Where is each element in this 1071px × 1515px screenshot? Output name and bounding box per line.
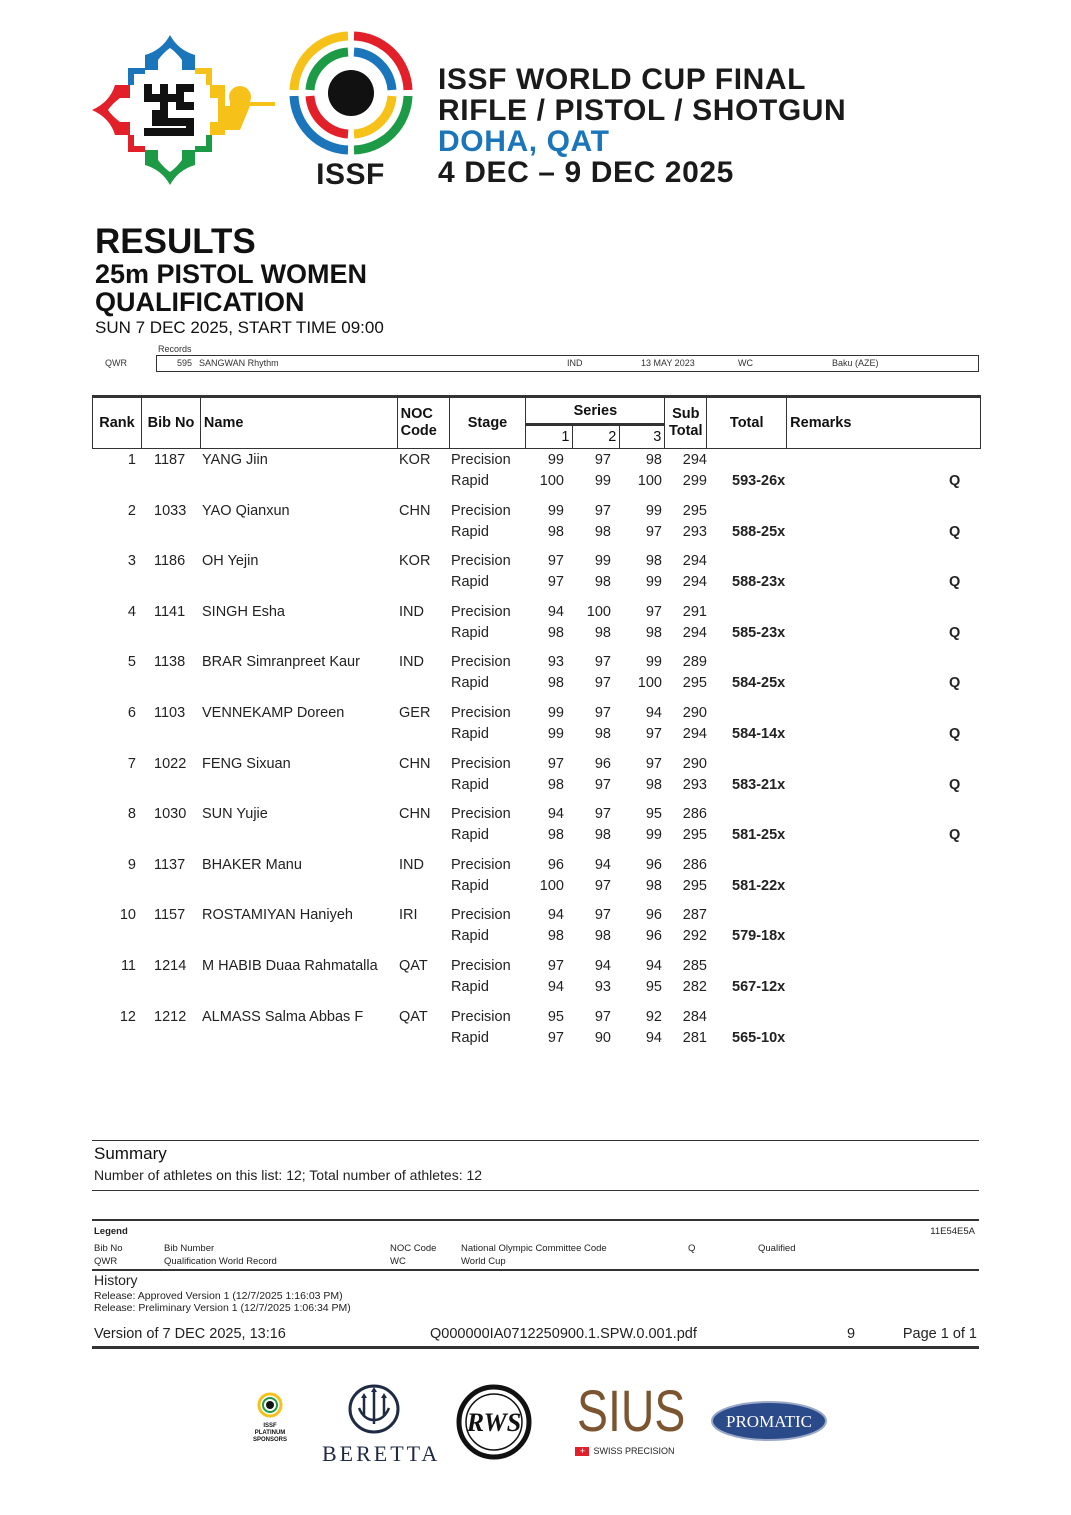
stage-rapid-label: Rapid — [451, 725, 489, 742]
beretta-text: BERETTA — [322, 1441, 441, 1466]
event-title-line2: RIFLE / PISTOL / SHOTGUN — [438, 94, 847, 127]
rapid-series-3: 97 — [645, 725, 662, 742]
table-row — [92, 1007, 981, 1058]
stage-precision-label: Precision — [451, 957, 511, 974]
precision-series-3: 94 — [645, 704, 662, 721]
rapid-series-1: 97 — [547, 1029, 564, 1046]
athlete-noc: CHN — [399, 502, 431, 519]
promatic-text: PROMATIC — [726, 1412, 812, 1431]
legend-abbr: WC — [390, 1256, 406, 1267]
sius-logo — [565, 1379, 686, 1468]
precision-subtotal: 291 — [682, 603, 707, 620]
legend-abbr: QWR — [94, 1256, 118, 1267]
athlete-bib: 1103 — [154, 704, 186, 721]
rapid-series-2: 98 — [594, 725, 611, 742]
rapid-subtotal: 294 — [682, 725, 707, 742]
summary-section — [92, 1140, 979, 1183]
precision-series-1: 99 — [547, 452, 564, 468]
athlete-name: YAO Qianxun — [202, 502, 290, 519]
stage-precision-label: Precision — [451, 856, 511, 873]
summary-text: Number of athletes on this list: 12; Total number of athletes: 12 — [94, 1167, 483, 1183]
sius-tagline-text: SWISS PRECISION — [593, 1446, 675, 1456]
legend-abbr: NOC Code — [390, 1243, 437, 1254]
athlete-bib: 1157 — [154, 907, 186, 924]
rapid-subtotal: 295 — [682, 877, 707, 894]
promatic-badge-icon — [710, 1400, 828, 1442]
athlete-bib: 1022 — [154, 755, 187, 772]
athlete-name: SINGH Esha — [202, 603, 285, 620]
athlete-name: FENG Sixuan — [202, 755, 291, 772]
record-type: QWR — [105, 358, 127, 368]
legend-desc: Qualification World Record — [164, 1256, 277, 1267]
athlete-noc: KOR — [399, 452, 431, 468]
precision-subtotal: 286 — [682, 856, 707, 873]
athlete-bib: 1212 — [154, 1008, 187, 1025]
rapid-series-3: 100 — [637, 675, 662, 692]
table-row — [92, 450, 981, 501]
precision-subtotal: 294 — [682, 452, 707, 468]
stage-rapid-label: Rapid — [451, 624, 489, 641]
table-row — [92, 501, 981, 552]
precision-series-3: 99 — [645, 654, 662, 671]
record-place: Baku (AZE) — [832, 358, 879, 368]
rapid-subtotal: 293 — [682, 523, 707, 540]
athlete-total: 593-26x — [732, 473, 786, 489]
precision-series-2: 97 — [594, 1008, 611, 1025]
rapid-subtotal: 282 — [682, 978, 707, 995]
legend-abbr: Q — [688, 1243, 696, 1254]
table-row — [92, 602, 981, 653]
precision-series-3: 96 — [645, 856, 662, 873]
rapid-subtotal: 294 — [682, 624, 707, 641]
athlete-total: 565-10x — [732, 1029, 786, 1046]
stage-precision-label: Precision — [451, 704, 511, 721]
precision-series-2: 97 — [594, 806, 611, 823]
precision-series-1: 99 — [547, 704, 564, 721]
record-date: 13 MAY 2023 — [641, 358, 695, 368]
athlete-name: SUN Yujie — [202, 806, 268, 823]
athlete-rank: 3 — [127, 553, 136, 570]
rapid-subtotal: 294 — [682, 574, 707, 591]
athlete-total: 583-21x — [732, 776, 786, 793]
sponsors-bar — [240, 1380, 840, 1470]
athlete-rank: 11 — [120, 957, 136, 974]
record-holder: SANGWAN Rhythm — [199, 358, 279, 368]
athlete-rank: 5 — [127, 654, 136, 671]
table-row — [92, 754, 981, 805]
precision-series-2: 94 — [594, 957, 611, 974]
table-row — [92, 956, 981, 1007]
issf-logo — [288, 30, 413, 190]
history-line: Release: Preliminary Version 1 (12/7/2025 1:06:34 PM) — [94, 1302, 351, 1314]
stage-rapid-label: Rapid — [451, 978, 489, 995]
precision-subtotal: 295 — [682, 502, 707, 519]
footer-number: 9 — [847, 1326, 856, 1342]
rapid-series-3: 94 — [645, 1029, 662, 1046]
athlete-remark: Q — [949, 473, 961, 489]
athlete-bib: 1141 — [154, 603, 186, 620]
records-label: Records — [158, 344, 192, 354]
rapid-subtotal: 293 — [682, 776, 707, 793]
precision-subtotal: 289 — [682, 654, 707, 671]
precision-series-3: 98 — [645, 452, 662, 468]
sius-tagline — [565, 1446, 685, 1456]
legend-desc: National Olympic Committee Code — [461, 1243, 607, 1254]
col-name: Name — [200, 397, 397, 449]
athlete-name: M HABIB Duaa Rahmatalla — [202, 957, 378, 974]
footer-page: Page 1 of 1 — [902, 1326, 977, 1342]
rws-logo — [456, 1384, 532, 1460]
precision-series-1: 97 — [547, 957, 564, 974]
table-row — [92, 652, 981, 703]
athlete-remark: Q — [949, 725, 961, 742]
precision-series-2: 99 — [594, 553, 611, 570]
col-series-3: 3 — [620, 425, 665, 449]
athlete-noc: IND — [399, 603, 424, 620]
qatar-event-logo-icon — [90, 30, 275, 190]
rapid-series-2: 99 — [594, 473, 611, 489]
beretta-logo — [322, 1384, 441, 1466]
athlete-rank: 10 — [119, 907, 136, 924]
rapid-series-1: 94 — [547, 978, 564, 995]
legend-section — [92, 1219, 979, 1271]
legend-title: Legend — [94, 1226, 128, 1237]
results-title: RESULTS — [95, 222, 256, 261]
sius-text: SIUS — [577, 1379, 686, 1444]
athlete-noc: GER — [399, 704, 431, 721]
col-series-1: 1 — [526, 425, 573, 449]
precision-series-3: 96 — [645, 907, 662, 924]
athlete-rank: 8 — [127, 806, 136, 823]
rapid-subtotal: 292 — [682, 928, 707, 945]
rapid-series-3: 100 — [637, 473, 662, 489]
stage-rapid-label: Rapid — [451, 523, 489, 540]
legend-desc: Bib Number — [164, 1243, 215, 1254]
precision-subtotal: 287 — [682, 907, 707, 924]
rapid-series-3: 98 — [645, 776, 662, 793]
precision-series-1: 97 — [547, 553, 564, 570]
stage-precision-label: Precision — [451, 654, 511, 671]
athlete-bib: 1214 — [154, 957, 187, 974]
athlete-noc: QAT — [399, 957, 428, 974]
athlete-name: BRAR Simranpreet Kaur — [202, 654, 360, 671]
col-series: Series — [526, 397, 665, 425]
footer-filename: Q000000IA0712250900.1.SPW.0.001.pdf — [430, 1326, 697, 1342]
precision-series-1: 93 — [547, 654, 564, 671]
rapid-series-2: 93 — [594, 978, 611, 995]
rapid-series-1: 98 — [547, 523, 564, 540]
athlete-name: VENNEKAMP Doreen — [202, 704, 345, 721]
athlete-noc: IRI — [399, 907, 418, 924]
precision-series-3: 94 — [645, 957, 662, 974]
legend-desc: World Cup — [461, 1256, 506, 1267]
athlete-noc: IND — [399, 654, 424, 671]
stage-precision-label: Precision — [451, 553, 511, 570]
rapid-series-2: 98 — [594, 928, 611, 945]
athlete-total: 588-25x — [732, 523, 786, 540]
precision-series-2: 94 — [594, 856, 611, 873]
stage-precision-label: Precision — [451, 1008, 511, 1025]
rapid-series-3: 97 — [645, 523, 662, 540]
athlete-name: YANG Jiin — [202, 452, 268, 468]
col-noc — [397, 397, 449, 449]
athlete-rank: 4 — [127, 603, 136, 620]
athlete-rank: 12 — [119, 1008, 136, 1025]
record-noc: IND — [567, 358, 583, 368]
stage-rapid-label: Rapid — [451, 877, 489, 894]
rapid-series-2: 90 — [594, 1029, 611, 1046]
athlete-total: 585-23x — [732, 624, 786, 641]
event-datetime: SUN 7 DEC 2025, START TIME 09:00 — [95, 318, 384, 337]
col-bib: Bib No — [141, 397, 200, 449]
athlete-bib: 1030 — [154, 806, 187, 823]
col-stage: Stage — [449, 397, 526, 449]
precision-series-3: 99 — [645, 502, 662, 519]
stage-rapid-label: Rapid — [451, 675, 489, 692]
rapid-series-1: 98 — [547, 776, 564, 793]
event-name: 25m PISTOL WOMEN — [95, 259, 368, 289]
precision-subtotal: 285 — [682, 957, 707, 974]
athlete-rank: 6 — [127, 704, 136, 721]
rapid-series-1: 99 — [547, 725, 564, 742]
event-title — [438, 64, 846, 188]
precision-series-1: 94 — [547, 806, 564, 823]
record-competition: WC — [738, 358, 753, 368]
stage-rapid-label: Rapid — [451, 1029, 489, 1046]
stage-precision-label: Precision — [451, 806, 511, 823]
precision-series-1: 99 — [547, 502, 564, 519]
event-dates: 4 DEC – 9 DEC 2025 — [438, 156, 734, 189]
athlete-rank: 1 — [127, 452, 136, 468]
issf-target-icon — [288, 30, 413, 155]
athlete-remark: Q — [949, 776, 961, 793]
athlete-remark: Q — [949, 827, 961, 844]
athlete-rank: 2 — [127, 502, 136, 519]
event-title-line1: ISSF WORLD CUP FINAL — [438, 63, 807, 96]
precision-subtotal: 284 — [682, 1008, 707, 1025]
rapid-series-2: 97 — [594, 675, 611, 692]
athlete-total: 584-14x — [732, 725, 786, 742]
footer-version: Version of 7 DEC 2025, 13:16 — [94, 1326, 286, 1342]
athlete-bib: 1187 — [154, 452, 186, 468]
legend-code: 11E54E5A — [930, 1226, 975, 1237]
record-score: 595 — [177, 358, 193, 368]
precision-series-3: 97 — [645, 603, 662, 620]
athlete-name: ALMASS Salma Abbas F — [202, 1008, 364, 1025]
athlete-total: 588-23x — [732, 574, 786, 591]
col-noc-line1: NOC — [400, 406, 433, 422]
beretta-trident-icon — [347, 1384, 401, 1434]
stage-precision-label: Precision — [451, 603, 511, 620]
issf-logo-text: ISSF — [316, 158, 385, 191]
phase-name: QUALIFICATION — [95, 287, 305, 317]
rapid-series-3: 99 — [645, 827, 662, 844]
precision-series-2: 97 — [594, 654, 611, 671]
stage-precision-label: Precision — [451, 502, 511, 519]
rapid-series-1: 98 — [547, 928, 564, 945]
col-subtotal-line2: Total — [668, 423, 703, 439]
athlete-remark: Q — [949, 624, 961, 641]
athlete-name: ROSTAMIYAN Haniyeh — [202, 907, 353, 924]
athlete-noc: KOR — [399, 553, 431, 570]
stage-precision-label: Precision — [451, 755, 511, 772]
legend-abbr: Bib No — [94, 1243, 123, 1254]
results-heading — [95, 224, 384, 338]
precision-series-2: 100 — [586, 603, 611, 620]
precision-series-1: 95 — [547, 1008, 564, 1025]
table-row — [92, 905, 981, 956]
col-subtotal-line1: Sub — [672, 406, 700, 422]
rapid-series-2: 97 — [594, 776, 611, 793]
precision-series-2: 96 — [594, 755, 611, 772]
precision-series-3: 98 — [645, 553, 662, 570]
rapid-series-1: 98 — [547, 675, 564, 692]
stage-rapid-label: Rapid — [451, 574, 489, 591]
history-section — [94, 1272, 351, 1314]
col-series-2: 2 — [573, 425, 620, 449]
precision-series-3: 95 — [645, 806, 662, 823]
rapid-subtotal: 281 — [682, 1029, 707, 1046]
record-box — [156, 355, 979, 372]
col-rank: Rank — [93, 397, 142, 449]
col-noc-line2: Code — [400, 423, 437, 439]
precision-series-2: 97 — [594, 907, 611, 924]
col-subtotal — [665, 397, 707, 449]
swiss-flag-icon: + — [575, 1447, 589, 1456]
athlete-rank: 9 — [127, 856, 136, 873]
precision-series-1: 94 — [547, 907, 564, 924]
athlete-rank: 7 — [127, 755, 136, 772]
rapid-series-2: 98 — [594, 574, 611, 591]
issf-sponsor-label-1: ISSF — [263, 1423, 277, 1429]
precision-subtotal: 290 — [682, 755, 707, 772]
event-location: DOHA, QAT — [438, 125, 610, 158]
stage-rapid-label: Rapid — [451, 827, 489, 844]
athlete-remark: Q — [949, 574, 961, 591]
stage-rapid-label: Rapid — [451, 473, 489, 489]
rapid-series-3: 98 — [645, 624, 662, 641]
page-header — [0, 0, 1071, 200]
table-row — [92, 551, 981, 602]
athlete-noc: IND — [399, 856, 424, 873]
rapid-series-1: 100 — [539, 877, 564, 894]
stage-precision-label: Precision — [451, 452, 511, 468]
issf-mini-target-icon — [257, 1392, 283, 1418]
table-row — [92, 703, 981, 754]
rws-text: RWS — [466, 1408, 522, 1437]
precision-subtotal: 286 — [682, 806, 707, 823]
athlete-noc: CHN — [399, 755, 431, 772]
rapid-subtotal: 295 — [682, 675, 707, 692]
rapid-subtotal: 299 — [682, 473, 707, 489]
stage-rapid-label: Rapid — [451, 928, 489, 945]
issf-platinum-sponsors — [246, 1392, 294, 1452]
col-total: Total — [707, 397, 787, 449]
precision-series-1: 97 — [547, 755, 564, 772]
precision-series-2: 97 — [594, 704, 611, 721]
athlete-total: 581-25x — [732, 827, 786, 844]
rapid-series-2: 98 — [594, 624, 611, 641]
rapid-series-1: 98 — [547, 624, 564, 641]
athlete-remark: Q — [949, 675, 961, 692]
athlete-bib: 1186 — [154, 553, 186, 570]
issf-sponsor-label-3: SPONSORS — [252, 1437, 287, 1443]
rapid-series-2: 98 — [594, 523, 611, 540]
table-row — [92, 855, 981, 906]
athlete-remark: Q — [949, 523, 961, 540]
rapid-subtotal: 295 — [682, 827, 707, 844]
athlete-bib: 1033 — [154, 502, 187, 519]
precision-subtotal: 290 — [682, 704, 707, 721]
legend-desc: Qualified — [758, 1243, 796, 1254]
precision-subtotal: 294 — [682, 553, 707, 570]
athlete-noc: CHN — [399, 806, 431, 823]
athlete-total: 579-18x — [732, 928, 786, 945]
athlete-bib: 1138 — [154, 654, 186, 671]
athlete-total: 584-25x — [732, 675, 786, 692]
table-row — [92, 804, 981, 855]
precision-series-2: 97 — [594, 452, 611, 468]
athlete-total: 581-22x — [732, 877, 786, 894]
results-table-body — [92, 450, 981, 1057]
rapid-series-1: 98 — [547, 827, 564, 844]
records-section — [95, 344, 980, 374]
stage-precision-label: Precision — [451, 907, 511, 924]
issf-sponsor-label-2: PLATINUM — [254, 1430, 286, 1436]
athlete-bib: 1137 — [154, 856, 186, 873]
stage-rapid-label: Rapid — [451, 776, 489, 793]
summary-divider — [92, 1190, 979, 1191]
rws-emblem-icon — [456, 1384, 532, 1460]
rapid-series-2: 98 — [594, 827, 611, 844]
rapid-series-2: 97 — [594, 877, 611, 894]
athlete-total: 567-12x — [732, 978, 786, 995]
history-line: Release: Approved Version 1 (12/7/2025 1:16:03 PM) — [94, 1290, 343, 1302]
precision-series-2: 97 — [594, 502, 611, 519]
summary-title: Summary — [94, 1144, 167, 1163]
col-remarks: Remarks — [787, 397, 981, 449]
precision-series-3: 97 — [645, 755, 662, 772]
history-title: History — [94, 1272, 138, 1288]
precision-series-1: 94 — [547, 603, 564, 620]
athlete-noc: QAT — [399, 1008, 428, 1025]
rapid-series-3: 95 — [645, 978, 662, 995]
rapid-series-1: 97 — [547, 574, 564, 591]
rapid-series-3: 98 — [645, 877, 662, 894]
athlete-name: OH Yejin — [202, 553, 259, 570]
athlete-name: BHAKER Manu — [202, 856, 302, 873]
page-footer — [92, 1325, 979, 1349]
precision-series-3: 92 — [645, 1008, 662, 1025]
rapid-series-3: 99 — [645, 574, 662, 591]
promatic-logo — [710, 1400, 828, 1442]
results-table-header — [92, 395, 981, 449]
rapid-series-3: 96 — [645, 928, 662, 945]
precision-series-1: 96 — [547, 856, 564, 873]
rapid-series-1: 100 — [539, 473, 564, 489]
